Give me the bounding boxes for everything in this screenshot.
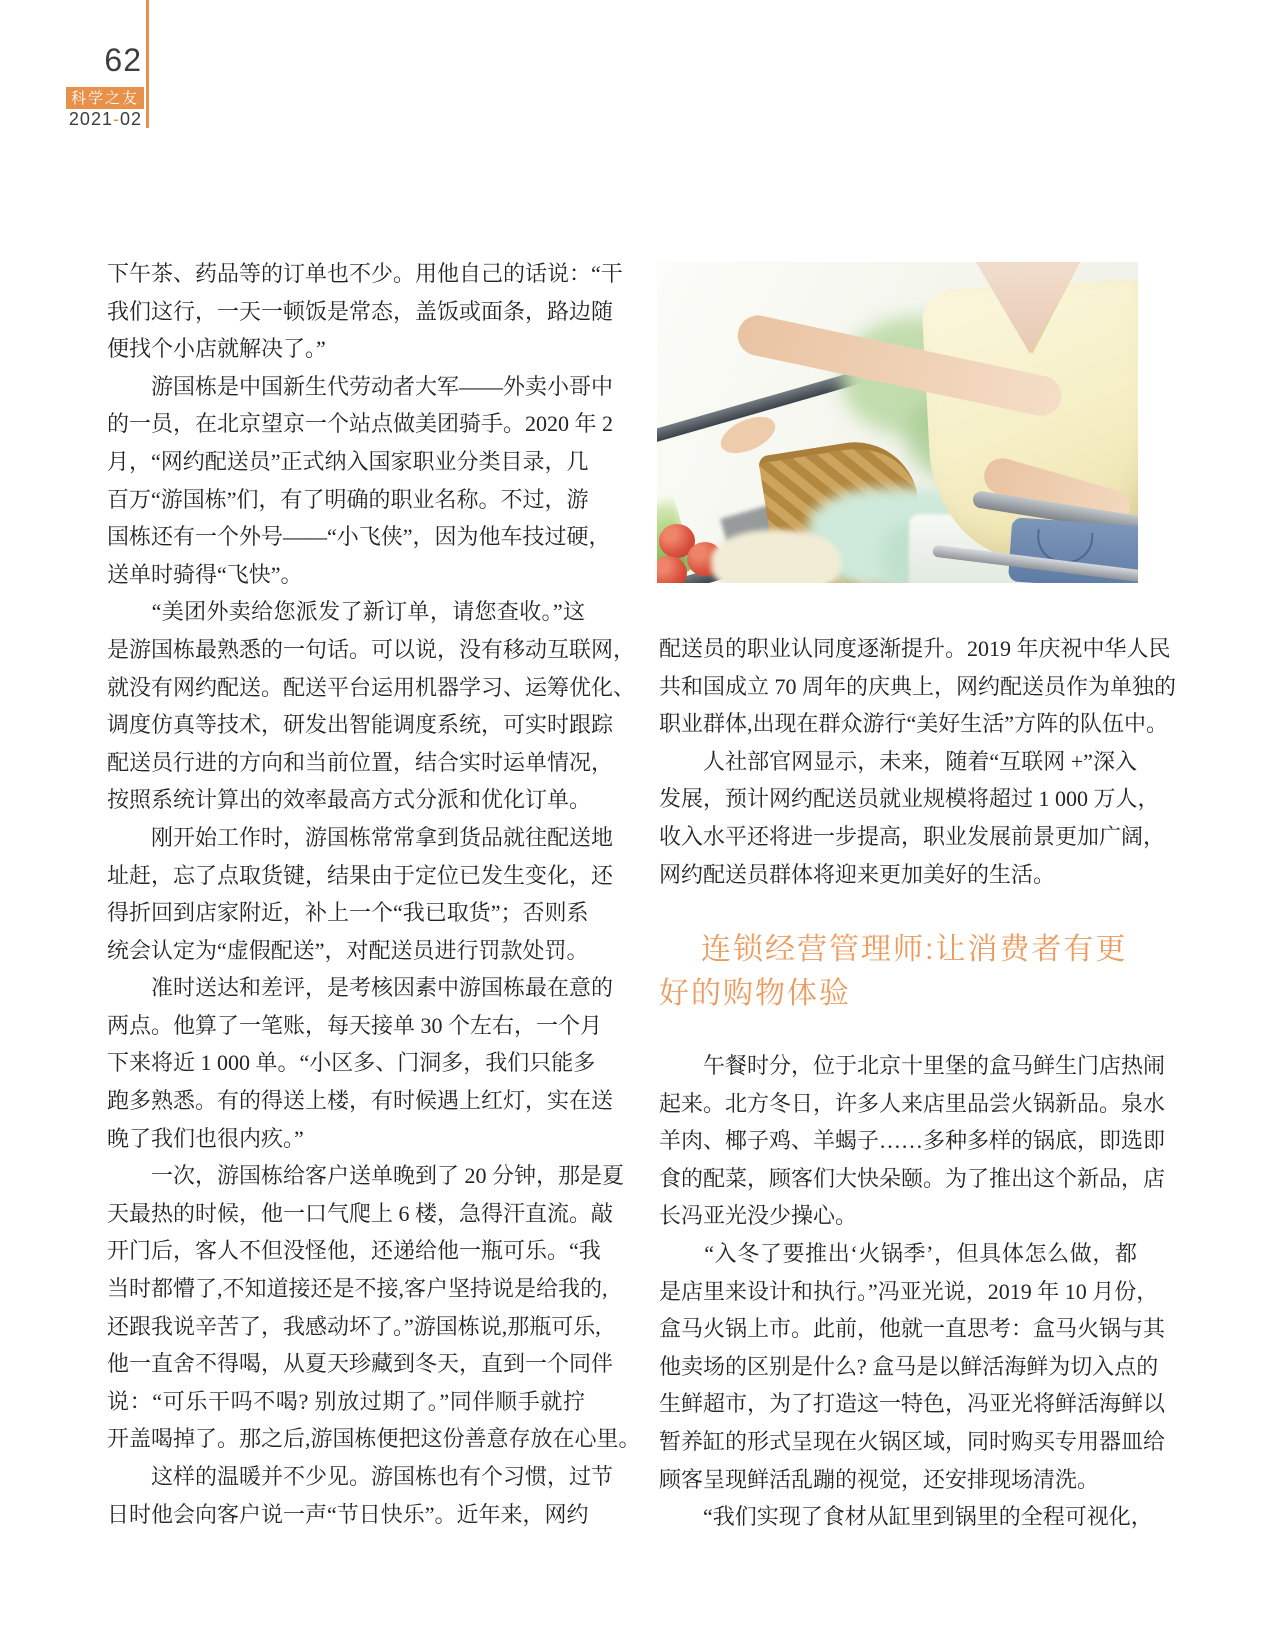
- text-line: 百万“游国栋”们，有了明确的职业名称。不过，游: [107, 486, 589, 512]
- text-line: 是游国栋最熟悉的一句话。可以说，没有移动互联网，: [107, 636, 636, 662]
- supermarket-shopping-photo: [657, 262, 1138, 583]
- issue-year: 2021: [68, 109, 113, 129]
- text-line: “我们实现了食材从缸里到锅里的全程可视化，: [659, 1504, 1153, 1530]
- text-line: 就没有网约配送。配送平台运用机器学习、运筹优化、: [107, 674, 636, 700]
- text-line: 说：“可乐干吗不喝? 别放过期了。”同伴顺手就拧: [107, 1388, 585, 1414]
- text-line: 当时都懵了,不知道接还是不接,客户坚持说是给我的,: [107, 1276, 608, 1302]
- text-line: 按照系统计算出的效率最高方式分派和优化订单。: [107, 787, 592, 813]
- text-line: 的一员，在北京望京一个站点做美团骑手。2020 年 2: [107, 411, 614, 437]
- page-number: 62: [104, 42, 142, 78]
- text-line: 调度仿真等技术，研发出智能调度系统，可实时跟踪: [107, 712, 614, 738]
- text-line: 日时他会向客户说一声“节日快乐”。近年来，网约: [107, 1501, 589, 1527]
- section-heading-line1: 连锁经营管理师:让消费者有更: [701, 933, 1128, 966]
- text-line: 还跟我说辛苦了，我感动坏了。”游国栋说,那瓶可乐,: [107, 1313, 601, 1339]
- text-line: 共和国成立 70 周年的庆典上，网约配送员作为单独的: [659, 673, 1177, 699]
- text-line: 下来将近 1 000 单。“小区多、门洞多，我们只能多: [107, 1050, 596, 1076]
- text-line: 国栋还有一个外号——“小飞侠”，因为他车技过硬，: [107, 524, 611, 550]
- text-line: 网约配送员群体将迎来更加美好的生活。: [659, 861, 1056, 887]
- text-line: 下午茶、药品等的订单也不少。用他自己的话说：“干: [107, 261, 623, 286]
- text-line: 址赶，忘了点取货键，结果由于定位已发生变化，还: [107, 862, 614, 888]
- text-line: 开门后，客人不但没怪他，还递给他一瓶可乐。“我: [107, 1238, 601, 1264]
- text-line: 配送员的职业认同度逐渐提升。2019 年庆祝中华人民: [659, 636, 1171, 661]
- text-line: 长冯亚光没少操心。: [659, 1203, 858, 1229]
- cauliflower: [711, 530, 841, 583]
- text-line: “美团外卖给您派发了新订单，请您查收。”这: [107, 599, 585, 625]
- text-line: 月，“网约配送员”正式纳入国家职业分类目录，几: [107, 448, 589, 474]
- left-text-column: [107, 255, 641, 1533]
- text-line: 发展，预计网约配送员就业规模将超过 1 000 万人，: [659, 786, 1160, 812]
- text-line: 晚了我们也很内疚。”: [107, 1125, 304, 1151]
- text-line: 我们这行，一天一顿饭是常态，盖饭或面条，路边随: [107, 298, 614, 324]
- issue-date: [0, 109, 142, 130]
- text-line: 准时送达和差评，是考核因素中游国栋最在意的: [107, 975, 614, 1001]
- text-line: 盒马火锅上市。此前，他就一直思考：盒马火锅与其: [659, 1316, 1166, 1342]
- text-line: 跑多熟悉。有的得送上楼，有时候遇上红灯，实在送: [107, 1088, 614, 1114]
- text-line: 人社部官网显示，未来，随着“互联网 +”深入: [659, 748, 1137, 774]
- issue-dash: -: [112, 109, 120, 129]
- text-line: 羊肉、椰子鸡、羊蝎子……多种多样的锅底，即选即: [659, 1128, 1166, 1154]
- text-line: 暂养缸的形式呈现在火锅区域，同时购买专用器皿给: [659, 1428, 1166, 1454]
- text-line: 刚开始工作时，游国栋常常拿到货品就往配送地: [107, 824, 614, 850]
- text-line: 送单时骑得“飞快”。: [107, 561, 303, 587]
- text-line: 两点。他算了一笔账，每天接单 30 个左右，一个月: [107, 1012, 603, 1038]
- text-line: 开盖喝掉了。那之后,游国栋便把这份善意存放在心里。: [107, 1426, 641, 1452]
- text-line: 他卖场的区别是什么? 盒马是以鲜活海鲜为切入点的: [659, 1353, 1159, 1379]
- right-text-column-top: [659, 630, 1177, 893]
- issue-month: 02: [119, 109, 142, 129]
- text-line: 统会认定为“虚假配送”，对配送员进行罚款处罚。: [107, 937, 589, 963]
- text-line: 生鲜超市，为了打造这一特色，冯亚光将鲜活海鲜以: [659, 1391, 1166, 1417]
- text-line: 顾客呈现鲜活乱蹦的视觉，还安排现场清洗。: [659, 1466, 1100, 1492]
- text-line: 职业群体,出现在群众游行“美好生活”方阵的队伍中。: [659, 711, 1169, 737]
- text-line: “入冬了要推出‘火锅季’，但具体怎么做，都: [659, 1240, 1137, 1266]
- text-line: 得折回到店家附近，补上一个“我已取货”；否则系: [107, 900, 589, 926]
- text-line: 一次，游国栋给客户送单晚到了 20 分钟，那是夏: [107, 1163, 625, 1189]
- section-heading: [659, 928, 1137, 1016]
- text-line: 起来。北方冬日，许多人来店里品尝火锅新品。泉水: [659, 1090, 1166, 1116]
- text-line: 配送员行进的方向和当前位置，结合实时运单情况，: [107, 749, 614, 775]
- text-line: 午餐时分，位于北京十里堡的盒马鲜生门店热闹: [659, 1053, 1166, 1078]
- text-line: 是店里来设计和执行。”冯亚光说，2019 年 10 月份，: [659, 1278, 1159, 1304]
- right-text-column-bottom: [659, 1047, 1166, 1536]
- text-line: 天最热的时候，他一口气爬上 6 楼，急得汗直流。敲: [107, 1200, 614, 1226]
- text-line: 他一直舍不得喝，从夏天珍藏到冬天，直到一个同伴: [107, 1351, 614, 1377]
- section-heading-line2: 好的购物体验: [659, 977, 851, 1010]
- text-line: 收入水平还将进一步提高，职业发展前景更加广阔，: [659, 823, 1166, 849]
- text-line: 这样的温暖并不少见。游国栋也有个习惯，过节: [107, 1464, 614, 1489]
- text-line: 食的配菜，顾客们大快朵颐。为了推出这个新品，店: [659, 1165, 1166, 1191]
- folio-accent-rule: [146, 0, 149, 128]
- magazine-name-badge: 科学之友: [66, 87, 144, 109]
- text-line: 便找个小店就解决了。”: [107, 336, 326, 362]
- text-line: 游国栋是中国新生代劳动者大军——外卖小哥中: [107, 373, 614, 399]
